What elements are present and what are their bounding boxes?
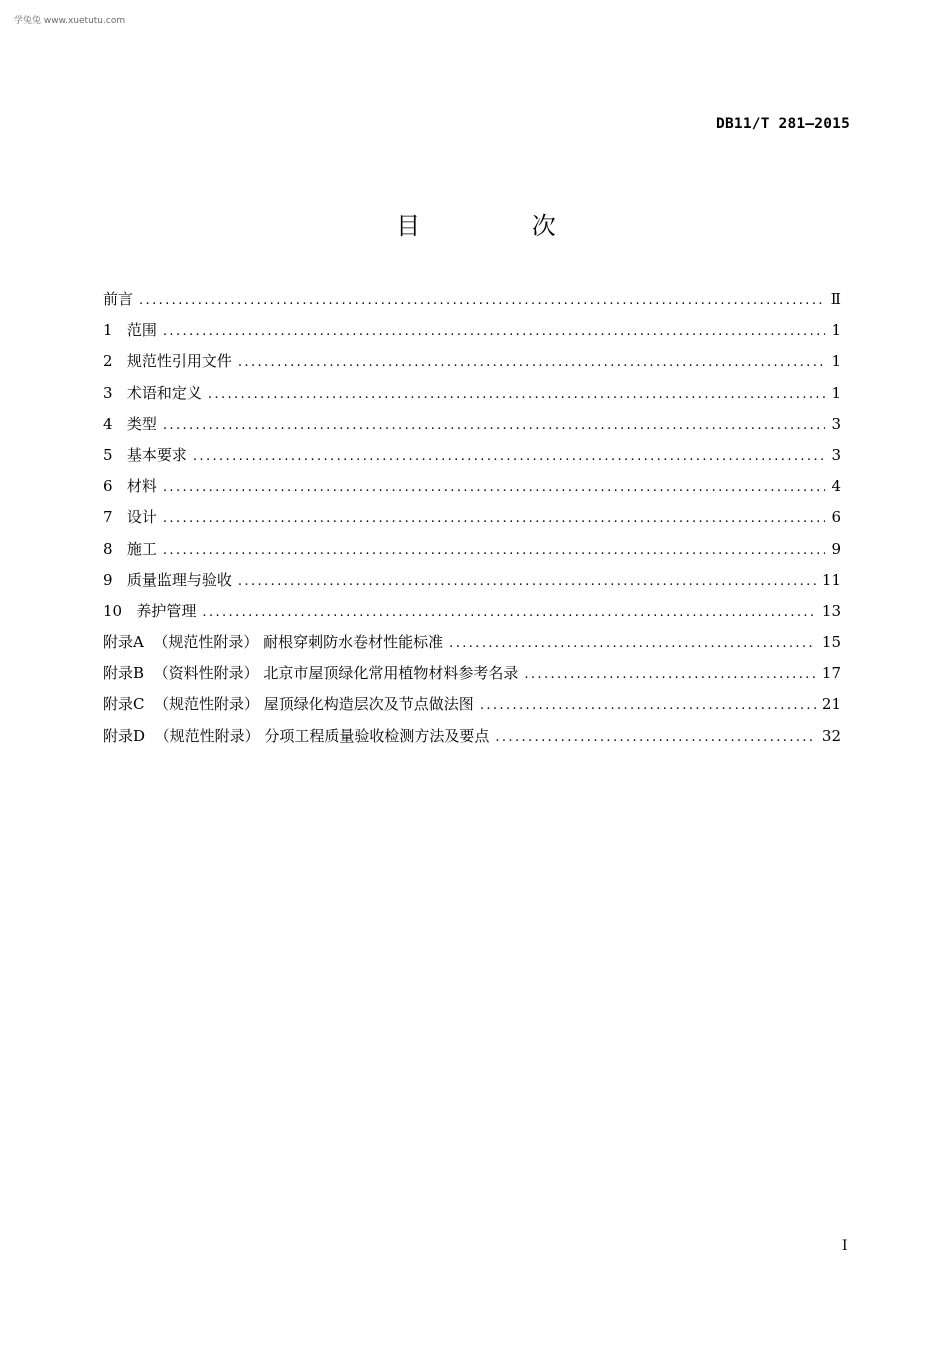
- toc-entry-5[interactable]: [103, 440, 841, 471]
- toc-entry-9[interactable]: [103, 565, 841, 596]
- toc-entry-label: 9 质量监理与验收: [103, 570, 232, 589]
- toc-entry-label: 2 规范性引用文件: [103, 352, 232, 371]
- toc-leader-dots: [238, 347, 826, 378]
- toc-entry-page: 15: [821, 633, 841, 652]
- toc-leader-dots: [139, 285, 825, 316]
- toc-entry-7[interactable]: [103, 502, 841, 533]
- toc-entry-6[interactable]: [103, 471, 841, 502]
- table-of-contents: [103, 284, 841, 752]
- toc-entry-appendix-a[interactable]: [103, 627, 841, 658]
- toc-entry-label: 6 材料: [103, 477, 157, 496]
- toc-entry-page: 3: [831, 414, 841, 433]
- toc-leader-dots: [238, 566, 816, 597]
- toc-entry-page: 1: [831, 321, 841, 340]
- toc-leader-dots: [208, 379, 826, 410]
- toc-entry-3[interactable]: [103, 378, 841, 409]
- toc-entry-label: 附录B （资料性附录） 北京市屋顶绿化常用植物材料参考名录: [103, 664, 519, 683]
- toc-entry-page: 9: [831, 539, 841, 558]
- toc-entry-appendix-c[interactable]: [103, 689, 841, 720]
- watermark-text: 学兔兔 www.xuetutu.com: [14, 16, 126, 26]
- page-number: I: [842, 1238, 848, 1254]
- toc-entry-page: 1: [831, 383, 841, 402]
- toc-leader-dots: [480, 690, 816, 721]
- toc-entry-2[interactable]: [103, 346, 841, 377]
- toc-leader-dots: [449, 628, 816, 659]
- toc-entry-label: 前言: [103, 290, 134, 308]
- toc-leader-dots: [495, 722, 816, 753]
- toc-leader-dots: [163, 316, 826, 347]
- toc-entry-appendix-d[interactable]: [103, 721, 841, 752]
- toc-entry-page: 1: [831, 352, 841, 371]
- toc-entry-foreword[interactable]: [103, 284, 841, 315]
- toc-entry-page: 3: [831, 445, 841, 464]
- toc-entry-label: 10 养护管理: [103, 601, 197, 620]
- toc-entry-page: 21: [821, 695, 841, 714]
- toc-entry-10[interactable]: [103, 596, 841, 627]
- toc-entry-page: 4: [831, 477, 841, 496]
- toc-entry-page: 32: [821, 726, 841, 745]
- page-title: 目 次: [396, 212, 608, 240]
- toc-entry-appendix-b[interactable]: [103, 658, 841, 689]
- toc-entry-page: Ⅱ: [830, 290, 841, 308]
- toc-entry-label: 附录D （规范性附录） 分项工程质量验收检测方法及要点: [103, 726, 490, 745]
- toc-entry-label: 8 施工: [103, 539, 157, 558]
- toc-entry-page: 13: [821, 601, 841, 620]
- document-code: DB11/T 281—2015: [716, 116, 850, 132]
- toc-entry-label: 7 设计: [103, 508, 157, 527]
- toc-leader-dots: [163, 503, 826, 534]
- toc-entry-label: 附录A （规范性附录） 耐根穿刺防水卷材性能标准: [103, 633, 444, 652]
- toc-leader-dots: [163, 535, 826, 566]
- toc-entry-label: 1 范围: [103, 321, 157, 340]
- toc-entry-page: 11: [821, 570, 841, 589]
- toc-leader-dots: [163, 472, 826, 503]
- toc-entry-page: 17: [821, 664, 841, 683]
- toc-entry-1[interactable]: [103, 315, 841, 346]
- toc-entry-label: 附录C （规范性附录） 屋顶绿化构造层次及节点做法图: [103, 695, 474, 714]
- toc-entry-8[interactable]: [103, 534, 841, 565]
- toc-entry-label: 3 术语和定义: [103, 383, 202, 402]
- toc-leader-dots: [163, 410, 826, 441]
- toc-leader-dots: [193, 441, 826, 472]
- toc-entry-page: 6: [831, 508, 841, 527]
- toc-leader-dots: [524, 659, 816, 690]
- toc-entry-label: 4 类型: [103, 414, 157, 433]
- toc-entry-4[interactable]: [103, 409, 841, 440]
- toc-entry-label: 5 基本要求: [103, 445, 187, 464]
- toc-leader-dots: [202, 597, 815, 628]
